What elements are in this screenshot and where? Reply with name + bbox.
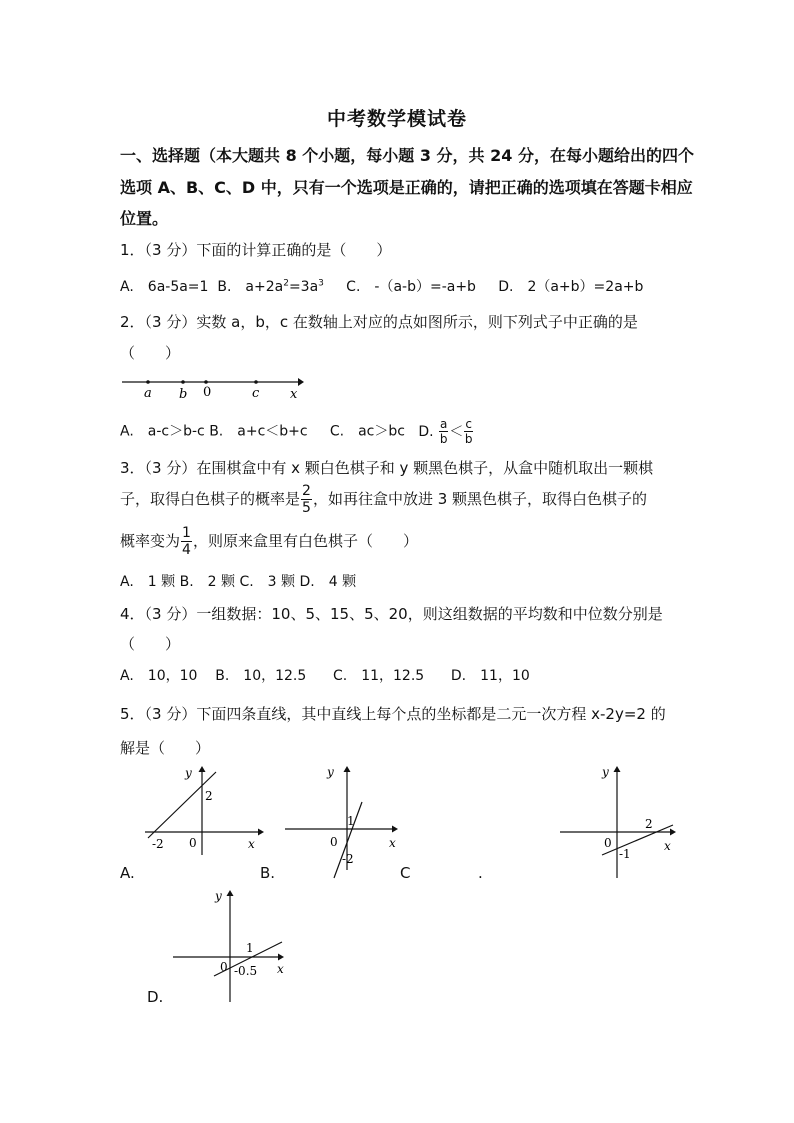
svg-text:0: 0 (330, 835, 338, 849)
point-a (146, 380, 150, 384)
graph-b-label: B. (260, 864, 276, 882)
svg-text:y: y (602, 765, 609, 779)
svg-text:x: x (664, 839, 671, 853)
graph-a-label: A. (120, 864, 135, 882)
svg-text:y: y (327, 765, 334, 779)
graph-c-label: C (400, 864, 411, 882)
svg-text:1: 1 (347, 814, 355, 828)
q4-option-a: A. 10，10 (120, 668, 198, 684)
question-1-options (120, 276, 643, 296)
question-2-stem: 2．（3 分）实数 a，b，c 在数轴上对应的点如图所示，则下列式子中正确的是 (120, 313, 638, 331)
page-title: 中考数学模试卷 (326, 108, 467, 130)
graph-c-dot: . (478, 864, 483, 882)
q1-option-c: C. -（a-b）=-a+b (346, 279, 476, 295)
svg-text:y: y (185, 766, 192, 780)
svg-text:1: 1 (246, 941, 254, 955)
q2-option-c: C. ac＞bc (329, 423, 405, 440)
svg-text:0: 0 (604, 836, 612, 850)
question-1-stem: 1．（3 分）下面的计算正确的是（ ） (120, 241, 392, 259)
question-3-line-1: 3．（3 分）在围棋盒中有 x 颗白色棋子和 y 颗黑色棋子，从盒中随机取出一颗棋 (120, 459, 654, 477)
svg-text:-0.5: -0.5 (234, 964, 258, 978)
question-3-line-2: 子，取得白色棋子的概率是 $\frac{2}{5}$ ，如再往盒中放进 3 颗黑色棋子，取得白色棋子的 (120, 483, 648, 516)
svg-text:y: y (215, 889, 222, 903)
point-c (254, 380, 258, 384)
graph-option-c (555, 760, 685, 880)
svg-text:2: 2 (645, 817, 653, 831)
svg-text:x: x (389, 836, 396, 850)
fraction-2-5: $\frac{2}{5}$ (302, 483, 311, 516)
q1-option-d: D. 2（a+b）=2a+b (498, 279, 644, 295)
graph-option-d (170, 882, 295, 1007)
fraction-c-over-b: $\frac{c}{b}$ (464, 417, 473, 446)
q4-option-b: B. 10，12.5 (215, 668, 307, 684)
line-graph-c (602, 825, 673, 855)
graph-option-a (140, 760, 270, 860)
fraction-a-over-b: $\frac{a}{b}$ (439, 417, 448, 446)
line-graph-a (148, 772, 216, 838)
svg-text:x: x (277, 962, 284, 976)
question-2-stem-cont: （ ） (120, 344, 181, 362)
question-4-stem: 4．（3 分）一组数据：10、5、15、5、20，则这组数据的平均数和中位数分别是 (120, 605, 663, 623)
question-5-stem: 5．（3 分）下面四条直线，其中直线上每个点的坐标都是二元一次方程 x-2y=2 的 (120, 705, 666, 723)
number-line-figure (118, 372, 308, 404)
question-4-stem-cont: （ ） (120, 635, 181, 653)
question-2-options (120, 418, 474, 445)
question-3-options: A. 1 颗 B. 2 颗 C. 3 颗 D. 4 颗 (120, 574, 357, 590)
section-heading-line-2: 选项 A、B、C、D 中，只有一个选项是正确的，请把正确的选项填在答题卡相应 (120, 178, 693, 197)
label-b: b (179, 387, 188, 402)
svg-text:0: 0 (189, 836, 197, 850)
question-5-stem-cont: 解是（ ） (120, 739, 211, 757)
q4-option-d: D. 11，10 (450, 668, 530, 684)
fraction-1-4: $\frac{1}{4}$ (182, 525, 191, 558)
q2-option-b: B. a+c＜b+c (209, 423, 308, 440)
svg-text:-1: -1 (619, 847, 631, 861)
graph-d-label: D. (147, 988, 164, 1006)
label-a: a (144, 386, 152, 401)
svg-text:x: x (248, 837, 255, 851)
label-x: x (290, 387, 298, 402)
svg-text:0: 0 (220, 960, 228, 974)
section-heading-line-1: 一、选择题（本大题共 8 个小题，每小题 3 分，共 24 分，在每小题给出的四个 (120, 146, 694, 165)
number-line-arrow (298, 378, 304, 386)
question-3-line-3: 概率变为 $\frac{1}{4}$ ，则原来盒里有白色棋子（ ） (120, 525, 418, 558)
point-b (181, 380, 185, 384)
svg-text:-2: -2 (152, 837, 164, 851)
q1-option-a: A. 6a-5a=1 (120, 279, 209, 295)
point-zero (204, 380, 208, 384)
svg-text:-2: -2 (342, 852, 354, 866)
label-zero: 0 (203, 385, 212, 400)
question-4-options (120, 665, 530, 685)
label-c: c (252, 386, 260, 401)
section-heading-line-3: 位置。 (120, 209, 169, 228)
q1-option-b: B. $a+2a^2=3a^3$ (217, 278, 324, 295)
svg-text:2: 2 (205, 789, 213, 803)
q2-option-a: A. a-c＞b-c (120, 423, 205, 440)
q2-option-d: D. $\frac{a}{b}$ ＜ $\frac{c}{b}$ (418, 417, 473, 446)
q4-option-c: C. 11，12.5 (332, 668, 425, 684)
graph-option-b (280, 760, 410, 880)
